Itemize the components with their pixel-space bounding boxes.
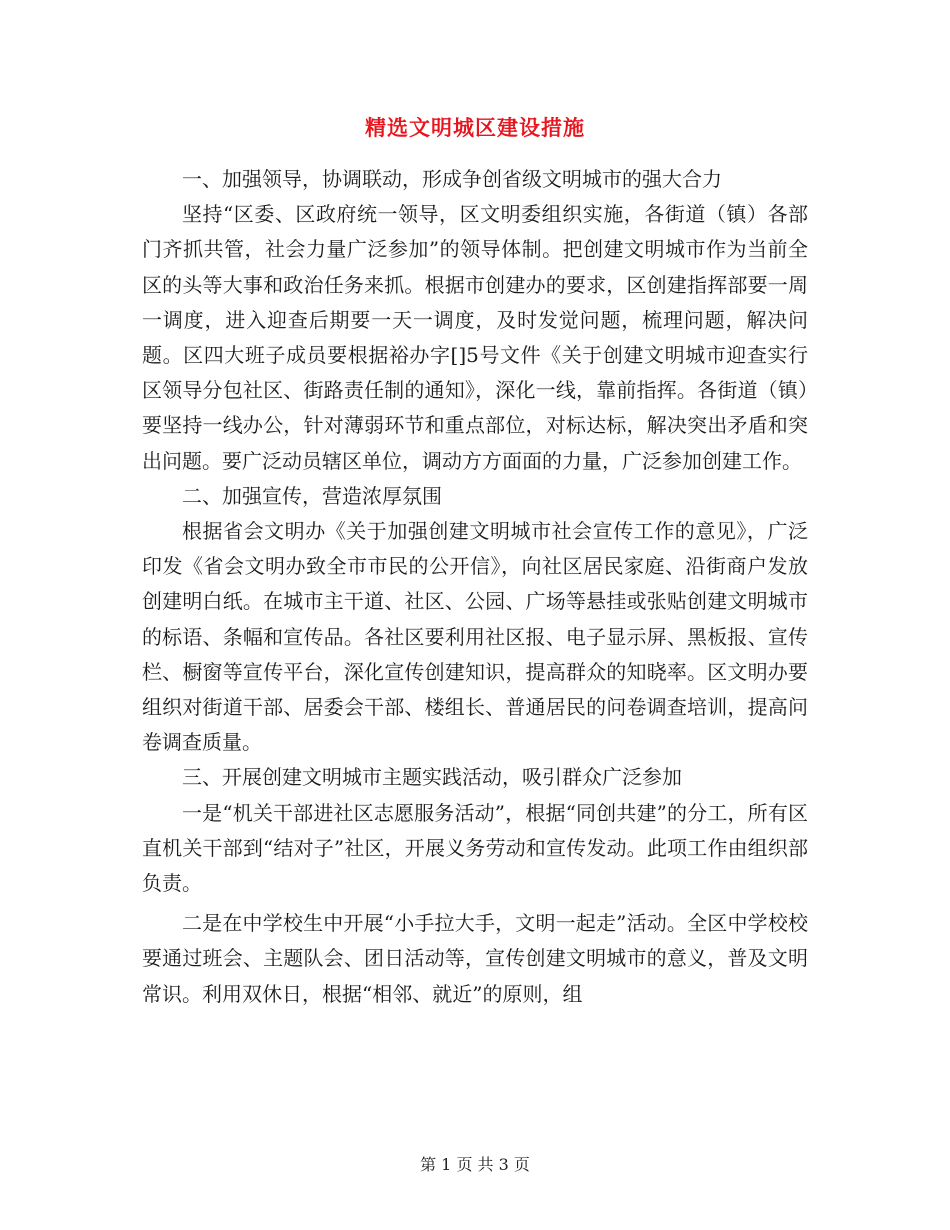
section-heading-1: 一、加强领导，协调联动，形成争创省级文明城市的强大合力 — [182, 167, 722, 191]
section-heading-3: 三、开展创建文明城市主题实践活动，吸引群众广泛参加 — [182, 765, 682, 790]
body-paragraph-3: 一是“机关干部进社区志愿服务活动”，根据“同创共建”的分工，所有区直机关干部到“结对子”社区，开展义务劳动和宣传发动。此项工作由组织部负责。 — [142, 800, 808, 896]
body-paragraph-1: 坚持“区委、区政府统一领导，区文明委组织实施，各街道（镇）各部门齐抓共管，社会力量广泛参加”的领导体制。把创建文明城市作为当前全区的头等大事和政治任务来抓。根据市创建办的要求，区创建指挥部要一周一调度，进入迎查后期要一天一调度，及时发觉问题，梳理问题，解决问题。区四大班子成员要根据裕办字[]5号文件《关于创建文明城市迎查实行区领导分包社区、街路责任制的通知》，深化一线，靠前指挥。各街道（镇）要坚持一线办公，针对薄弱环节和重点部位，对标达标，解决突出矛盾和突出问题。要广泛动员辖区单位，调动方方面面的力量，广泛参加创建工作。 — [142, 202, 808, 473]
page-number-footer: 第 1 页 共 3 页 — [420, 1155, 530, 1174]
body-paragraph-2: 根据省会文明办《关于加强创建文明城市社会宣传工作的意见》，广泛印发《省会文明办致全市市民的公开信》，向社区居民家庭、沿街商户发放创建明白纸。在城市主干道、社区、公园、广场等悬挂或张贴创建文明城市的标语、条幅和宣传品。各社区要利用社区报、电子显示屏、黑板报、宣传栏、橱窗等宣传平台，深化宣传创建知识，提高群众的知晓率。区文明办要组织对街道干部、居委会干部、楼组长、普通居民的问卷调查培训，提高问卷调查质量。 — [142, 519, 808, 755]
document-body — [142, 162, 808, 1012]
body-paragraph-4: 二是在中学校生中开展“小手拉大手，文明一起走”活动。全区中学校校要通过班会、主题队会、团日活动等，宣传创建文明城市的意义，普及文明常识。利用双休日，根据“相邻、就近”的原则，组 — [142, 911, 808, 1006]
document-title: 精选文明城区建设措施 — [365, 115, 585, 140]
section-heading-2: 二、加强宣传，营造浓厚氛围 — [182, 483, 442, 508]
